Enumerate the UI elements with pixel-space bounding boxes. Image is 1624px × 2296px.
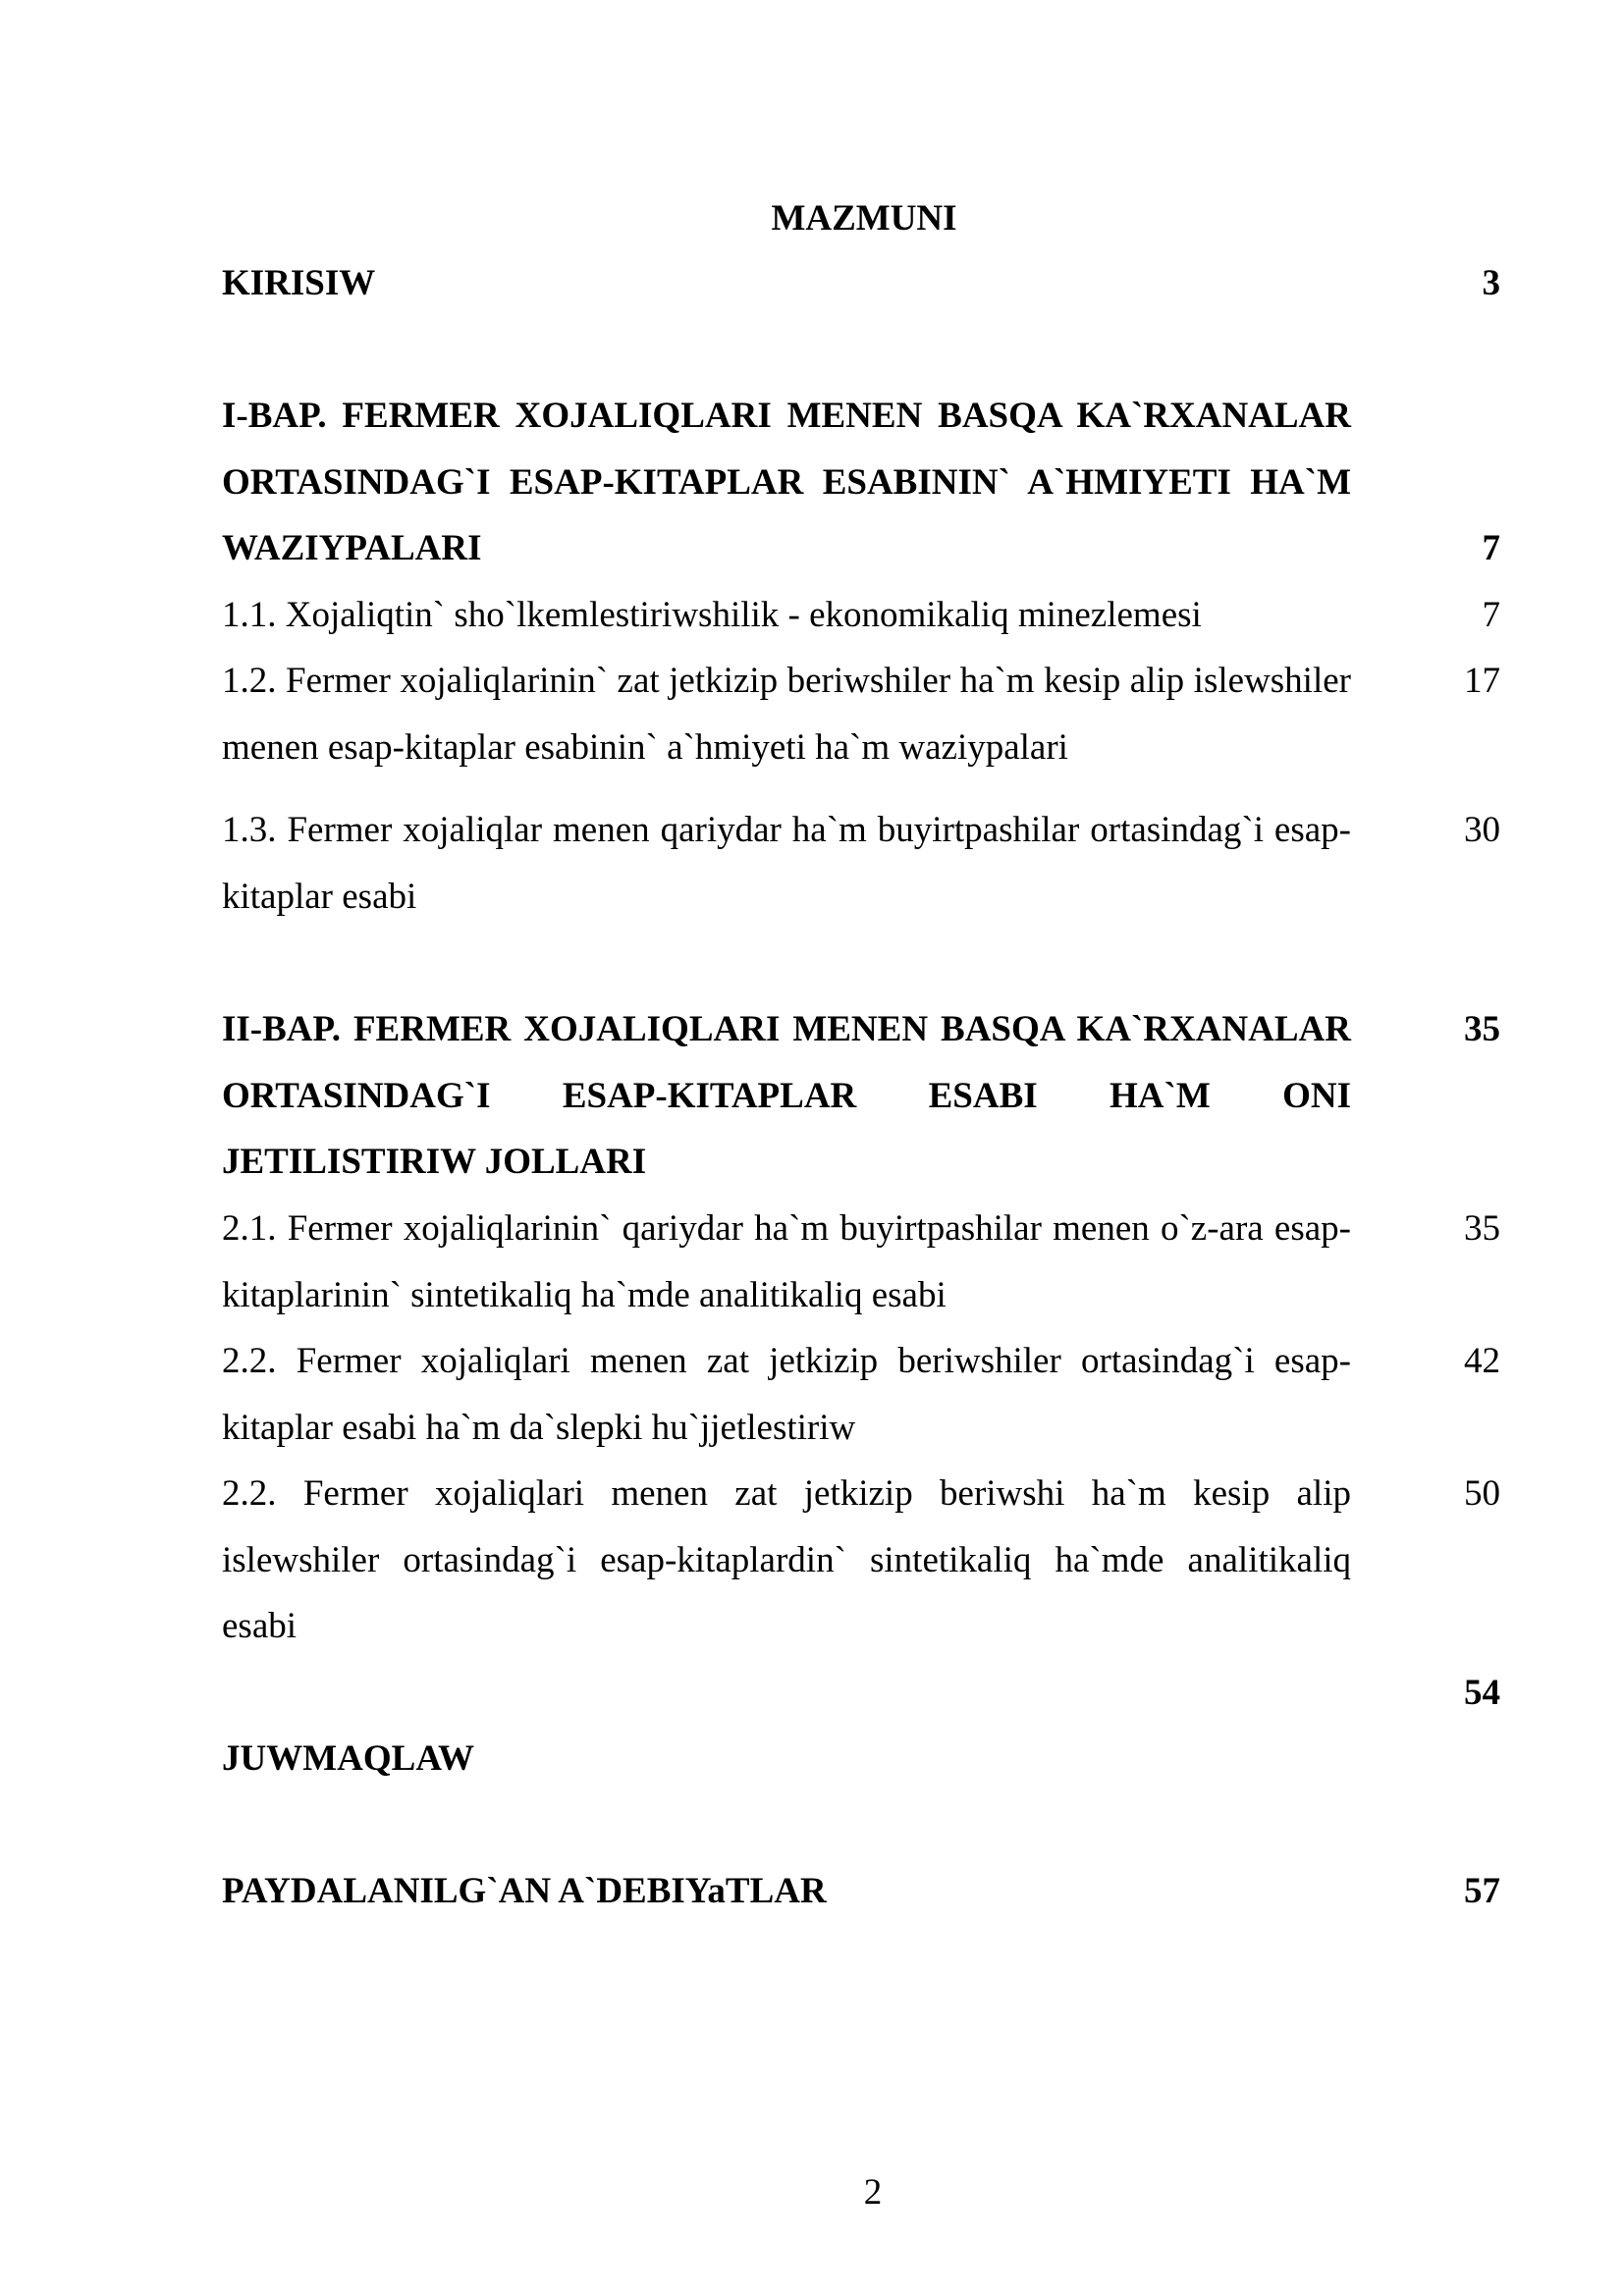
toc-entry-title: 1.1. Xojaliqtin` sho`lkemlestiriwshilik - ekonomikaliq minezlemesi [222,595,1202,635]
toc-entry-title: II-BAP. FERMER XOJALIQLARI MENEN BASQA KA`RXANALAR ORTASINDAG`I ESAP-KITAPLAR ESABI HA`M ONI JETILISTIRIW JOLLARI [222,1009,1351,1182]
toc-entry-page: 35 [1464,1009,1500,1049]
page-title: MAZMUNI [771,198,957,239]
toc-entry-page: 30 [1464,810,1500,850]
toc-entry-chapter-2[interactable] [222,996,1500,1196]
toc-entry-page: 7 [1482,528,1500,568]
toc-entry-section-2-3[interactable] [222,1461,1500,1660]
page-number: 2 [863,2172,883,2213]
toc-entry-kirisiw[interactable] [222,250,1500,317]
toc-entry-references[interactable] [222,1858,1500,1925]
toc-entry-page: 54 [1464,1673,1500,1713]
toc-entry-section-2-2[interactable] [222,1328,1500,1461]
toc-entry-title: PAYDALANILG`AN A`DEBIYaTLAR [222,1871,827,1911]
toc-entry-section-1-2[interactable] [222,648,1500,780]
toc-entry-title: KIRISIW [222,263,376,303]
toc-entry-page: 42 [1464,1341,1500,1381]
toc-entry-title: 1.3. Fermer xojaliqlar menen qariydar ha`m buyirtpashilar ortasindag`i esap-kitaplar esabi [222,810,1351,917]
toc-entry-page: 57 [1464,1871,1500,1911]
toc-entry-title: I-BAP. FERMER XOJALIQLARI MENEN BASQA KA`RXANALAR ORTASINDAG`I ESAP-KITAPLAR ESABININ` A`HMIYETI HA`M WAZIYPALARI [222,396,1351,568]
toc-entry-section-2-1[interactable] [222,1196,1500,1328]
toc-entry-page: 35 [1464,1208,1500,1249]
toc-entry-section-1-1[interactable] [222,582,1500,649]
toc-entry-chapter-1[interactable] [222,383,1500,582]
toc-entry-title: 2.2. Fermer xojaliqlari menen zat jetkizip beriwshi ha`m kesip alip islewshiler ortasindag`i esap-kitaplardin` sintetikaliq ha`mde analitikaliq esabi [222,1473,1351,1646]
toc-entry-title: 2.2. Fermer xojaliqlari menen zat jetkizip beriwshiler ortasindag`i esap-kitaplar esabi ha`m da`slepki hu`jjetlestiriw [222,1341,1351,1448]
toc-entry-title: 2.1. Fermer xojaliqlarinin` qariydar ha`m buyirtpashilar menen o`z-ara esap-kitaplarinin` sintetikaliq ha`mde analitikaliq esabi [222,1208,1351,1315]
toc-entry-section-1-3[interactable] [222,797,1500,930]
toc-entry-title: 1.2. Fermer xojaliqlarinin` zat jetkizip beriwshiler ha`m kesip alip islewshiler menen esap-kitaplar esabinin` a`hmiyeti ha`m waziypalari [222,661,1351,768]
toc-entry-conclusion[interactable] [222,1660,1500,1792]
toc-entry-page: 3 [1482,263,1500,303]
toc-entry-page: 7 [1482,595,1500,635]
toc-entry-page: 50 [1464,1473,1500,1514]
toc-entry-title: JUWMAQLAW [222,1738,474,1779]
toc-entry-page: 17 [1464,661,1500,701]
